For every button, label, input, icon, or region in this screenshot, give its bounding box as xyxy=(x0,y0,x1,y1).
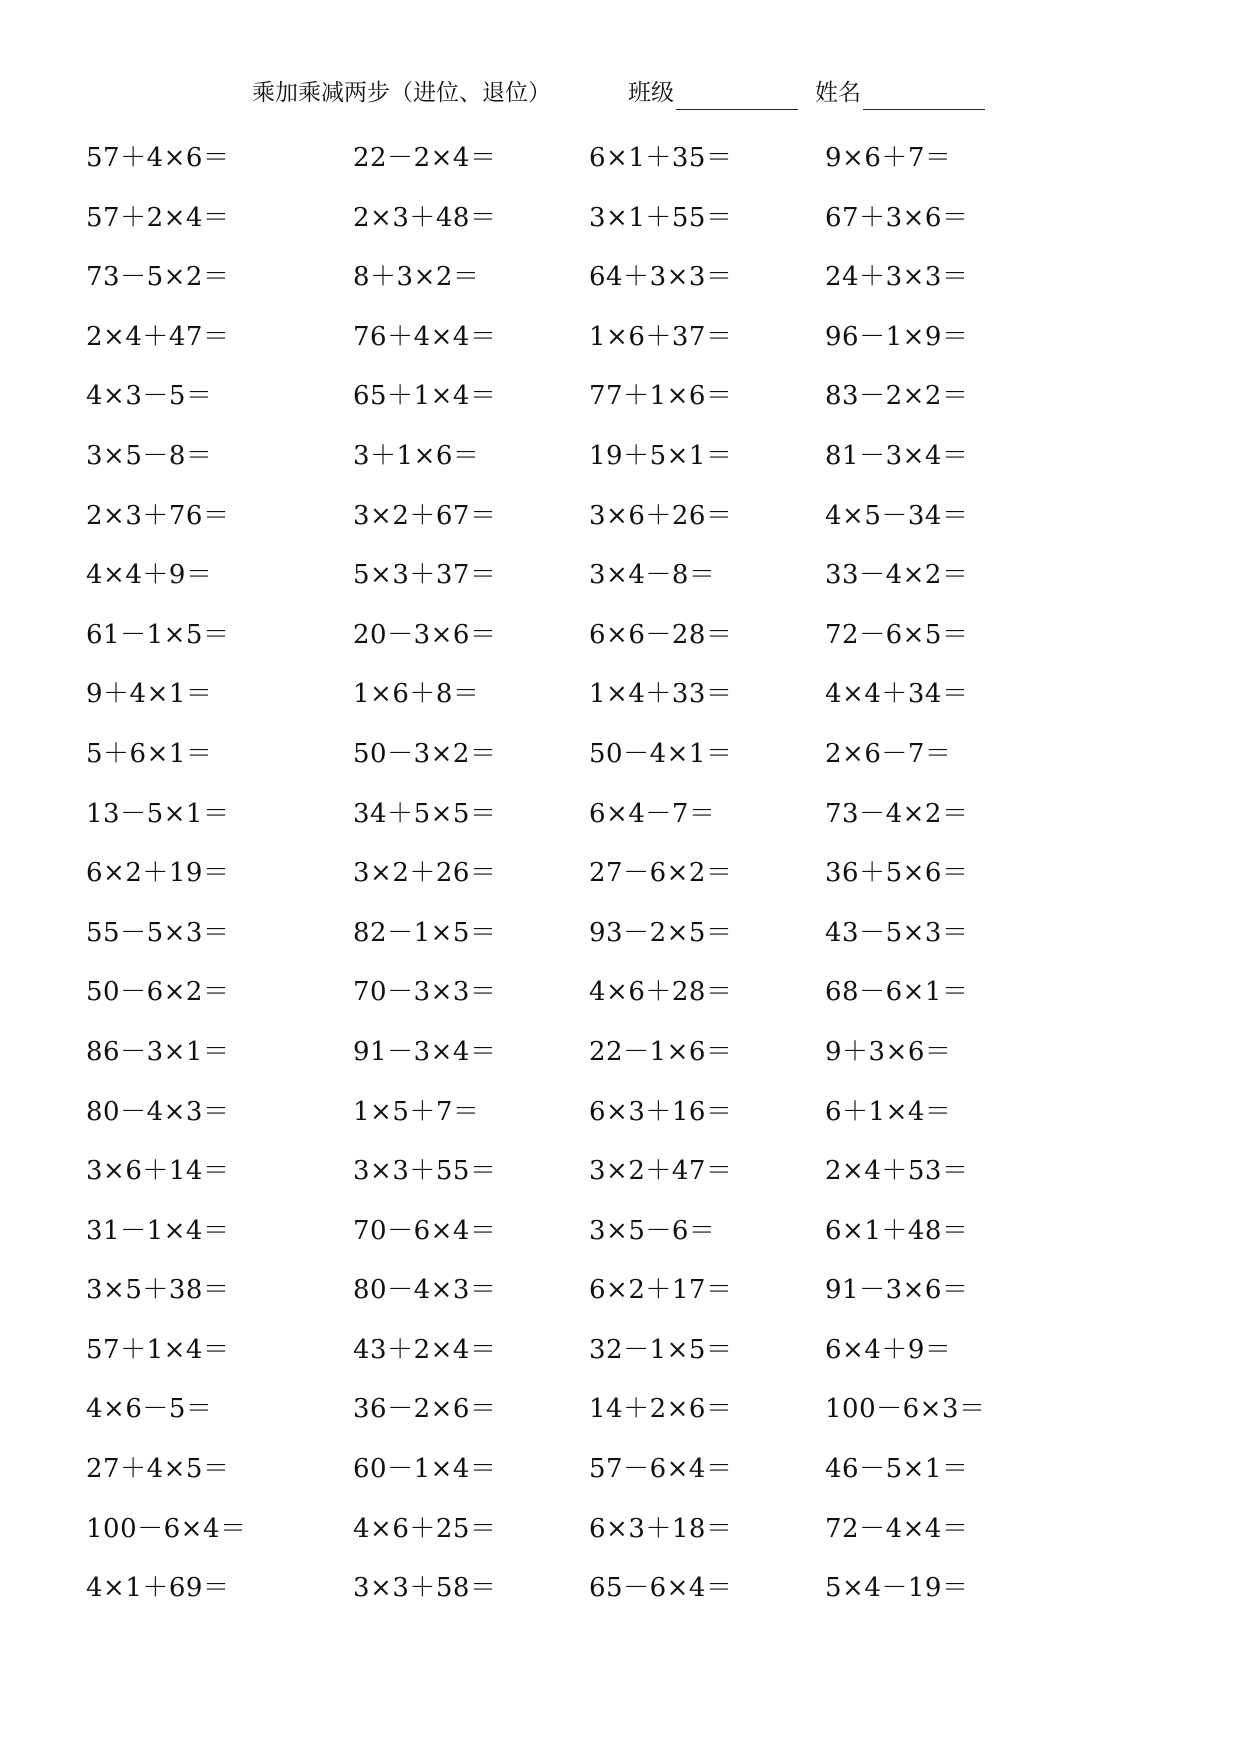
problem-row xyxy=(0,851,1241,911)
problem-item: 57＋1×4＝ xyxy=(86,1334,230,1365)
problem-item: 1×6＋8＝ xyxy=(353,679,480,710)
problem-row xyxy=(0,1507,1241,1567)
problem-item: 22－2×4＝ xyxy=(353,143,497,173)
problem-item: 91－3×4＝ xyxy=(353,1036,497,1067)
problem-item: 73－5×2＝ xyxy=(86,262,230,293)
problem-item: 3×4－8＝ xyxy=(589,560,716,591)
problem-item: 4×6＋25＝ xyxy=(353,1513,497,1544)
problem-item: 43－5×3＝ xyxy=(825,917,969,948)
problem-item: 3＋1×6＝ xyxy=(353,440,480,471)
problem-item: 72－6×5＝ xyxy=(825,619,969,650)
problem-item: 72－4×4＝ xyxy=(825,1513,969,1544)
problem-item: 80－4×3＝ xyxy=(86,1096,230,1127)
problem-item: 3×3＋55＝ xyxy=(353,1156,497,1187)
problem-item: 24＋3×3＝ xyxy=(825,262,969,293)
problem-item: 32－1×5＝ xyxy=(589,1334,733,1365)
problem-item: 6×2＋17＝ xyxy=(589,1275,733,1306)
problem-item: 6×1＋35＝ xyxy=(589,143,733,173)
problem-item: 57＋4×6＝ xyxy=(86,143,230,173)
problem-item: 6×3＋16＝ xyxy=(589,1096,733,1127)
problem-item: 68－6×1＝ xyxy=(825,977,969,1008)
problem-item: 31－1×4＝ xyxy=(86,1215,230,1246)
problem-item: 64＋3×3＝ xyxy=(589,262,733,293)
name-field xyxy=(815,76,985,110)
problem-row xyxy=(0,315,1241,375)
problem-item: 6×4＋9＝ xyxy=(825,1334,952,1365)
problem-item: 36＋5×6＝ xyxy=(825,858,969,889)
problem-item: 2×4＋53＝ xyxy=(825,1156,969,1187)
problem-row xyxy=(0,613,1241,673)
problem-item: 6×4－7＝ xyxy=(589,798,716,829)
problem-item: 2×3＋48＝ xyxy=(353,202,497,233)
problem-item: 5×4－19＝ xyxy=(825,1573,969,1604)
problem-item: 61－1×5＝ xyxy=(86,619,230,650)
problem-item: 76＋4×4＝ xyxy=(353,321,497,352)
problem-item: 4×1＋69＝ xyxy=(86,1573,230,1604)
problem-grid xyxy=(0,136,1241,1626)
problem-item: 1×6＋37＝ xyxy=(589,321,733,352)
problem-row xyxy=(0,494,1241,554)
problem-item: 6×3＋18＝ xyxy=(589,1513,733,1544)
problem-row xyxy=(0,1387,1241,1447)
problem-row xyxy=(0,196,1241,256)
class-field xyxy=(628,76,798,110)
problem-item: 86－3×1＝ xyxy=(86,1036,230,1067)
problem-row xyxy=(0,672,1241,732)
problem-item: 96－1×9＝ xyxy=(825,321,969,352)
problem-item: 27－6×2＝ xyxy=(589,858,733,889)
problem-item: 3×1＋55＝ xyxy=(589,202,733,233)
problem-item: 6×6－28＝ xyxy=(589,619,733,650)
problem-item: 83－2×2＝ xyxy=(825,381,969,412)
problem-item: 1×5＋7＝ xyxy=(353,1096,480,1127)
problem-item: 3×2＋47＝ xyxy=(589,1156,733,1187)
problem-item: 36－2×6＝ xyxy=(353,1394,497,1425)
class-label: 班级 xyxy=(628,80,674,106)
problem-item: 70－3×3＝ xyxy=(353,977,497,1008)
problem-item: 46－5×1＝ xyxy=(825,1454,969,1485)
problem-item: 67＋3×6＝ xyxy=(825,202,969,233)
problem-row xyxy=(0,1328,1241,1388)
problem-item: 5＋6×1＝ xyxy=(86,738,213,769)
problem-item: 3×6＋26＝ xyxy=(589,500,733,531)
problem-item: 57＋2×4＝ xyxy=(86,202,230,233)
problem-item: 4×6＋28＝ xyxy=(589,977,733,1008)
class-blank-line[interactable] xyxy=(676,83,798,110)
problem-item: 80－4×3＝ xyxy=(353,1275,497,1306)
problem-item: 93－2×5＝ xyxy=(589,917,733,948)
problem-item: 2×3＋76＝ xyxy=(86,500,230,531)
problem-row xyxy=(0,792,1241,852)
problem-item: 33－4×2＝ xyxy=(825,560,969,591)
problem-item: 1×4＋33＝ xyxy=(589,679,733,710)
problem-item: 100－6×4＝ xyxy=(86,1513,247,1544)
problem-item: 55－5×3＝ xyxy=(86,917,230,948)
problem-item: 73－4×2＝ xyxy=(825,798,969,829)
problem-row xyxy=(0,1149,1241,1209)
problem-item: 81－3×4＝ xyxy=(825,440,969,471)
problem-item: 3×5＋38＝ xyxy=(86,1275,230,1306)
problem-row xyxy=(0,374,1241,434)
problem-item: 70－6×4＝ xyxy=(353,1215,497,1246)
problem-item: 4×4＋34＝ xyxy=(825,679,969,710)
problem-row xyxy=(0,434,1241,494)
problem-item: 9×6＋7＝ xyxy=(825,143,952,173)
name-blank-line[interactable] xyxy=(863,83,985,110)
problem-item: 2×6－7＝ xyxy=(825,738,952,769)
problem-row xyxy=(0,1090,1241,1150)
problem-item: 27＋4×5＝ xyxy=(86,1454,230,1485)
problem-item: 50－3×2＝ xyxy=(353,738,497,769)
problem-item: 100－6×3＝ xyxy=(825,1394,986,1425)
problem-row xyxy=(0,1566,1241,1626)
worksheet-title: 乘加乘减两步（进位、退位） xyxy=(252,80,551,106)
problem-item: 65＋1×4＝ xyxy=(353,381,497,412)
problem-item: 6＋1×4＝ xyxy=(825,1096,952,1127)
name-label: 姓名 xyxy=(815,80,861,106)
problem-item: 6×2＋19＝ xyxy=(86,858,230,889)
problem-item: 65－6×4＝ xyxy=(589,1573,733,1604)
problem-row xyxy=(0,553,1241,613)
problem-item: 4×5－34＝ xyxy=(825,500,969,531)
problem-row xyxy=(0,255,1241,315)
problem-item: 13－5×1＝ xyxy=(86,798,230,829)
problem-item: 2×4＋47＝ xyxy=(86,321,230,352)
problem-row xyxy=(0,732,1241,792)
problem-item: 3×3＋58＝ xyxy=(353,1573,497,1604)
problem-item: 3×5－6＝ xyxy=(589,1215,716,1246)
problem-item: 50－6×2＝ xyxy=(86,977,230,1008)
problem-item: 50－4×1＝ xyxy=(589,738,733,769)
problem-item: 57－6×4＝ xyxy=(589,1454,733,1485)
problem-item: 9＋3×6＝ xyxy=(825,1036,952,1067)
problem-row xyxy=(0,136,1241,196)
problem-item: 22－1×6＝ xyxy=(589,1036,733,1067)
worksheet-header xyxy=(0,76,1241,110)
problem-row xyxy=(0,1268,1241,1328)
problem-row xyxy=(0,1030,1241,1090)
problem-item: 60－1×4＝ xyxy=(353,1454,497,1485)
problem-item: 4×6－5＝ xyxy=(86,1394,213,1425)
problem-item: 3×2＋26＝ xyxy=(353,858,497,889)
problem-item: 3×6＋14＝ xyxy=(86,1156,230,1187)
problem-item: 19＋5×1＝ xyxy=(589,440,733,471)
problem-item: 34＋5×5＝ xyxy=(353,798,497,829)
problem-item: 4×4＋9＝ xyxy=(86,560,213,591)
problem-item: 6×1＋48＝ xyxy=(825,1215,969,1246)
problem-item: 8＋3×2＝ xyxy=(353,262,480,293)
problem-row xyxy=(0,911,1241,971)
problem-row xyxy=(0,970,1241,1030)
problem-row xyxy=(0,1209,1241,1269)
problem-item: 91－3×6＝ xyxy=(825,1275,969,1306)
problem-item: 3×2＋67＝ xyxy=(353,500,497,531)
problem-item: 9＋4×1＝ xyxy=(86,679,213,710)
problem-item: 77＋1×6＝ xyxy=(589,381,733,412)
problem-item: 43＋2×4＝ xyxy=(353,1334,497,1365)
problem-item: 14＋2×6＝ xyxy=(589,1394,733,1425)
problem-item: 3×5－8＝ xyxy=(86,440,213,471)
problem-item: 82－1×5＝ xyxy=(353,917,497,948)
problem-item: 20－3×6＝ xyxy=(353,619,497,650)
problem-item: 4×3－5＝ xyxy=(86,381,213,412)
problem-row xyxy=(0,1447,1241,1507)
problem-item: 5×3＋37＝ xyxy=(353,560,497,591)
